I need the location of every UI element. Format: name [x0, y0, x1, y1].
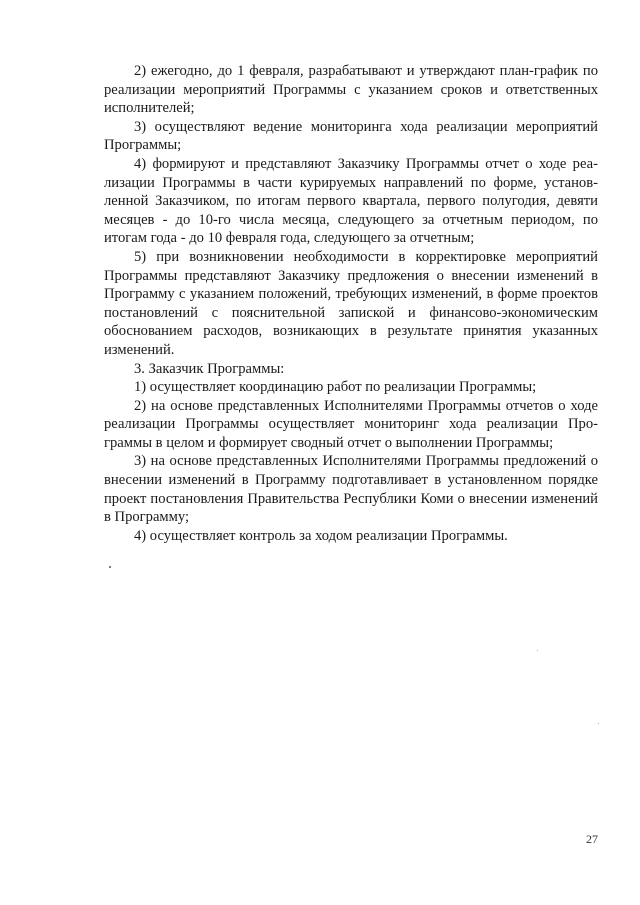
- paragraph-customer-1: 1) осуществляет координацию работ по реализации Программы;: [134, 379, 537, 396]
- scan-speck: [109, 566, 111, 568]
- paragraph-2-plan-schedule: 2) ежегодно, до 1 февраля, разрабатывают и утверждают план-график по реализации мероприятий Программы с указанием сроков и ответственных исполнителей;: [104, 63, 598, 117]
- paragraph-4-report: 4) формируют и представляют Заказчику Программы отчет о ходе реализации Программы в части курируемых направлений по форме, установленной Заказчиком, по итогам первого квартала, первого полугодия, девяти месяцев - до 10-го числа месяца, следующего за отчетным периодом, по итогам года - до 10 февраля года, следующего за отчетным;: [104, 155, 598, 247]
- page-number: 27: [586, 832, 598, 846]
- scan-speck: [537, 650, 538, 651]
- paragraph-customer-2: 2) на основе представленных Исполнителями Программы отчетов о ходе реализации Программы осуществляет мониторинг хода реализации Программы в целом и формирует сводный отчет о выполнении Программы;: [104, 397, 598, 451]
- paragraph-5-amendments: 5) при возникновении необходимости в корректировке мероприятий Программы представляют Заказчику предложения о внесении изменений в Программу с указанием положений, требующих изменений, в форме проектов постановлений с пояснительной запиской и финансово-экономическим обоснованием расходов, возникающих в результате принятия указанных изменений.: [104, 248, 598, 358]
- section-3-heading: 3. Заказчик Программы:: [134, 360, 285, 377]
- paragraph-3-monitoring: 3) осуществляют ведение мониторинга хода реализации мероприятий Программы;: [104, 118, 598, 154]
- scan-speck: [598, 723, 599, 724]
- document-body: [104, 62, 598, 545]
- paragraph-customer-3: 3) на основе представленных Исполнителями Программы предложений о внесении изменений в Программу подготавливает в установленном порядке проект постановления Правительства Республики Коми о внесении изменений в Программу;: [104, 453, 598, 526]
- paragraph-customer-4: 4) осуществляет контроль за ходом реализации Программы.: [134, 527, 508, 544]
